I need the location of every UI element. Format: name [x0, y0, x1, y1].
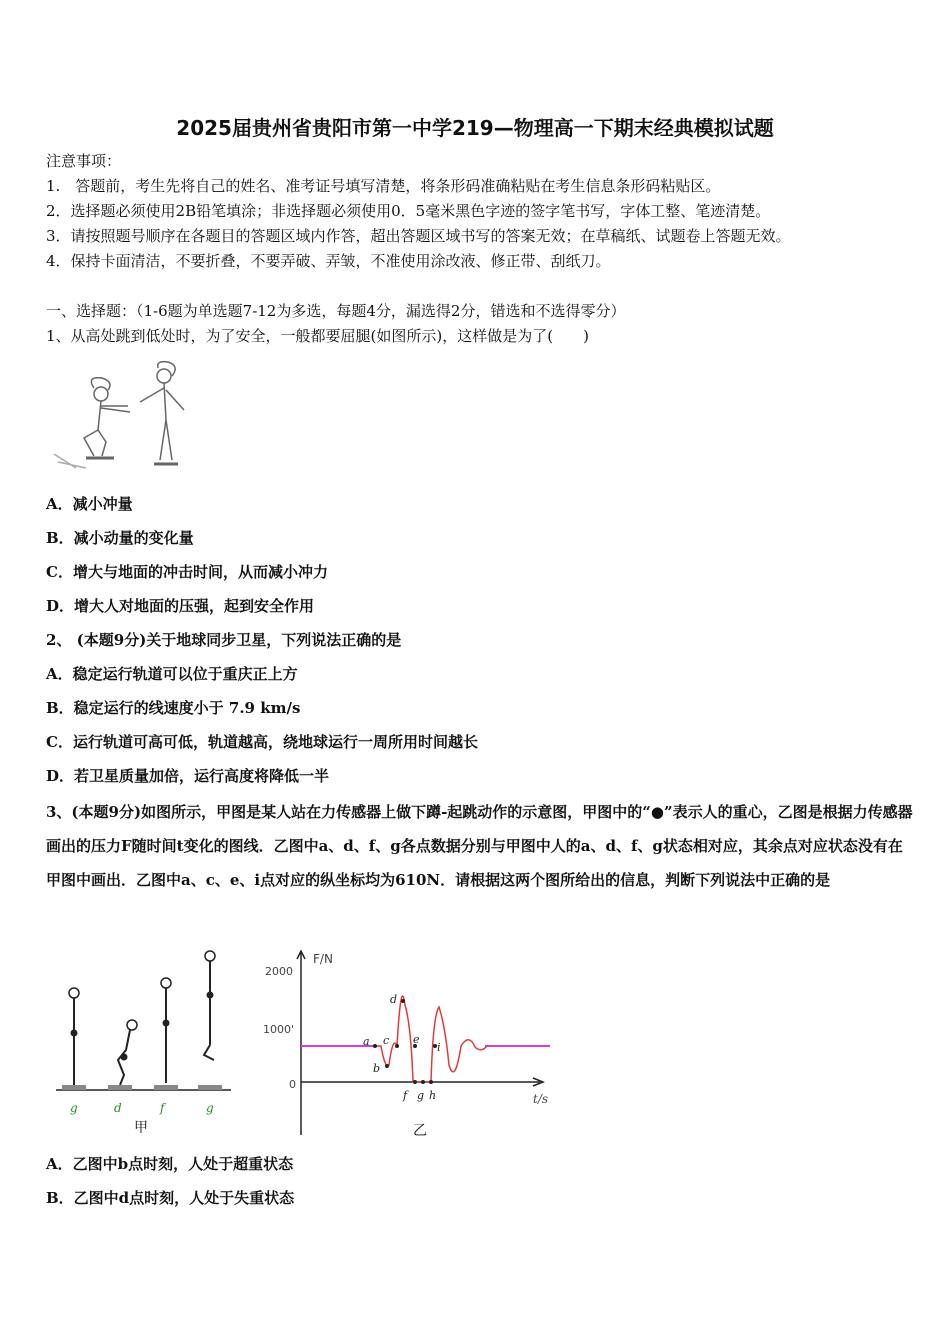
yi-caption: 乙 [413, 1123, 427, 1139]
jia-label-1: g [70, 1101, 78, 1115]
label-a: a [363, 1035, 370, 1048]
q2-stem: 2、 (本题9分)关于地球同步卫星，下列说法正确的是 [46, 631, 402, 649]
label-d: d [390, 993, 398, 1006]
q1-option-d: D．增大人对地面的压强，起到安全作用 [46, 597, 315, 615]
point-c [395, 1044, 399, 1048]
q3-stem: 3、(本题9分)如图所示，甲图是某人站在力传感器上做下蹲-起跳动作的示意图，甲图中的“●”表示人的重心，乙图是根据力传感器画出的压力F随时间t变化的图线．乙图中a、d、f、g各点数据分别与甲图中人的a、d、f、g状态相对应，其余点对应状态没有在甲图中画出．乙图中a、c、e、i点对应的纵坐标均为610N．请根据这两个图所给出的信息，判断下列说法中正确的是 [46, 803, 913, 889]
q3-option-b: B．乙图中d点时刻，人处于失重状态 [46, 1189, 295, 1207]
label-i: i [437, 1041, 441, 1054]
label-c: c [383, 1034, 390, 1047]
section-heading: 一、选择题：（1-6题为单选题7-12为多选，每题4分，漏选得2分，错选和不选得零分） [46, 302, 626, 320]
q3-figure-jia [46, 945, 246, 1140]
jia-label-3: f [160, 1101, 165, 1115]
yi-y2000: 2000 [265, 965, 293, 978]
yi-y0: 0 [289, 1078, 296, 1091]
label-h: h [429, 1089, 437, 1102]
label-e: e [413, 1033, 420, 1046]
q3-figure-yi [255, 945, 560, 1145]
label-g: g [417, 1089, 425, 1102]
q2-option-d: D．若卫星质量加倍，运行高度将降低一半 [46, 767, 330, 785]
force-curve [373, 996, 487, 1082]
point-g [421, 1080, 425, 1084]
crouch-figure-head [94, 387, 108, 401]
notes-heading: 注意事项： [46, 152, 122, 170]
yi-xlabel: t/s [533, 1092, 549, 1106]
page-title: 2025届贵州省贵阳市第一中学219—物理高一下期末经典模拟试题 [176, 116, 774, 140]
jia-caption: 甲 [134, 1120, 148, 1136]
jia-label-2: d [114, 1101, 122, 1115]
stand-figure-head [157, 369, 171, 383]
q3-option-a: A．乙图中b点时刻，人处于超重状态 [46, 1155, 294, 1173]
q2-option-c: C．运行轨道可高可低，轨道越高，绕地球运行一周所用时间越长 [46, 733, 478, 751]
yi-y1000: 1000' [263, 1023, 295, 1036]
note-item-4: 4．保持卡面清洁，不要折叠，不要弄破、弄皱，不准使用涂改液、修正带、刮纸刀。 [46, 252, 611, 270]
q2-option-b: B．稳定运行的线速度小于 7.9 km/s [46, 699, 301, 717]
q1-option-a: A．减小冲量 [46, 495, 133, 513]
note-item-3: 3．请按照题号顺序在各题目的答题区域内作答，超出答题区域书写的答案无效；在草稿纸、试题卷上答题无效。 [46, 227, 791, 245]
point-h [429, 1080, 433, 1084]
yi-ylabel: F/N [313, 952, 333, 966]
q1-stem: 1、从高处跳到低处时，为了安全，一般都要屈腿(如图所示)，这样做是为了( ) [46, 327, 589, 345]
point-b [385, 1064, 389, 1068]
note-item-2: 2．选择题必须使用2B铅笔填涂；非选择题必须使用0．5毫米黑色字迹的签字笔书写，字体工整、笔迹清楚。 [46, 202, 771, 220]
q1-option-c: C．增大与地面的冲击时间，从而减小冲力 [46, 563, 328, 581]
point-d [401, 999, 405, 1003]
q2-option-a: A．稳定运行轨道可以位于重庆正上方 [46, 665, 298, 683]
label-b: b [373, 1062, 381, 1075]
q1-jump-illustration [46, 358, 196, 473]
point-f [413, 1080, 417, 1084]
note-item-1: 1. 答题前，考生先将自己的姓名、准考证号填写清楚，将条形码准确粘贴在考生信息条形码粘贴区。 [46, 177, 721, 195]
jia-label-4: g [206, 1101, 214, 1115]
point-a [373, 1044, 377, 1048]
q1-option-b: B．减小动量的变化量 [46, 529, 194, 547]
label-f: f [403, 1089, 408, 1102]
